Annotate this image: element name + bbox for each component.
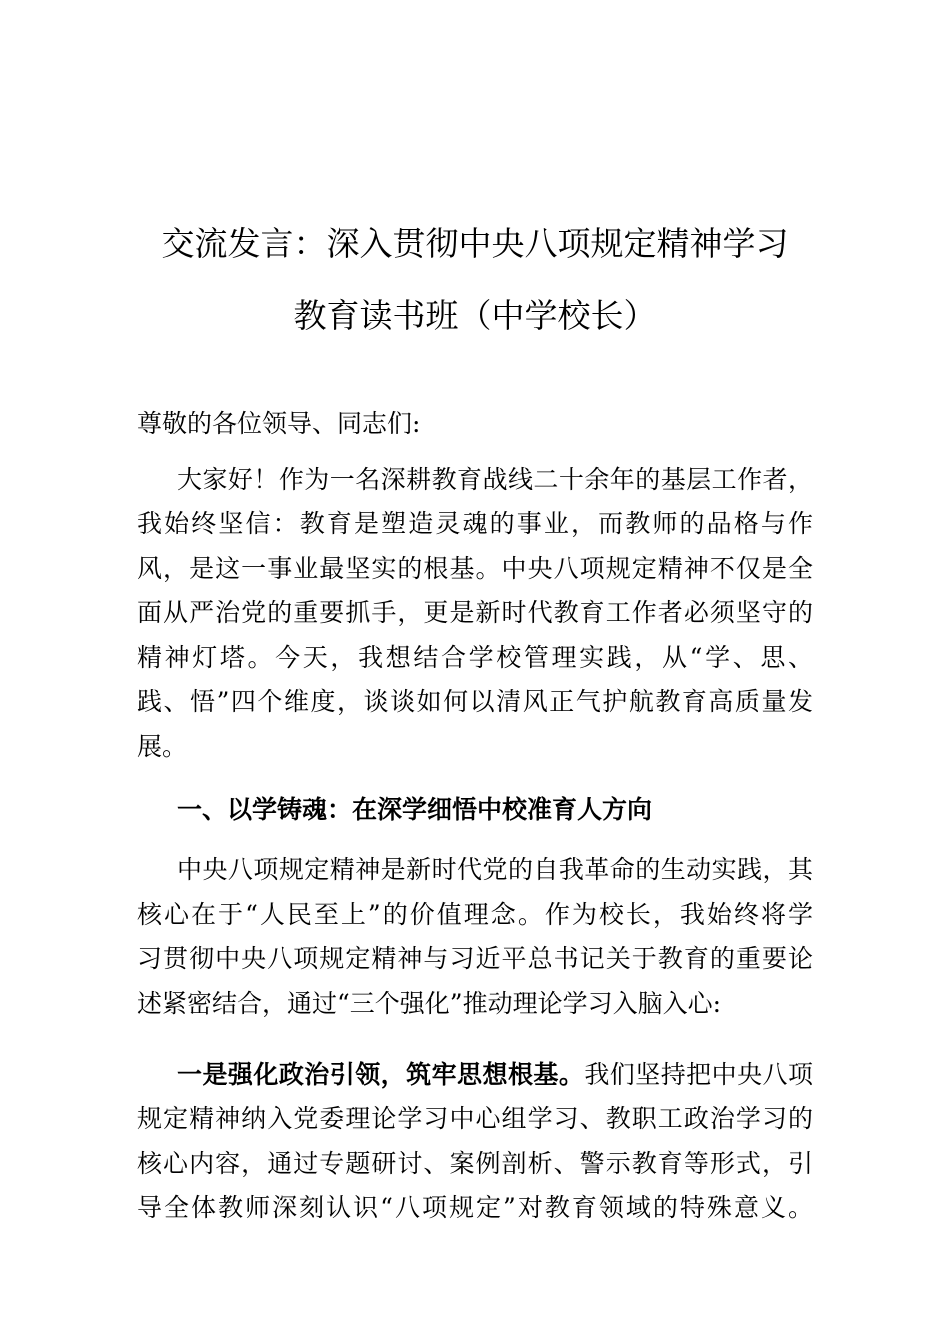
text-line: 面从严治党的重要抓手，更是新时代教育工作者必须坚守的	[137, 598, 813, 627]
text-line: 导全体教师深刻认识“八项规定”对教育领域的特殊意义。	[137, 1193, 813, 1222]
text-line: 风，是这一事业最坚实的根基。中央八项规定精神不仅是全	[137, 554, 813, 583]
text-line: 中央八项规定精神是新时代党的自我革命的生动实践，其	[177, 855, 813, 884]
section-heading: 一、以学铸魂：在深学细悟中校准育人方向	[177, 795, 653, 824]
text-line: 大家好！作为一名深耕教育战线二十余年的基层工作者，	[177, 465, 813, 494]
text-line: 精神灯塔。今天，我想结合学校管理实践，从“学、思、	[137, 643, 813, 672]
text-line	[137, 1058, 813, 1092]
text-line: 核心内容，通过专题研讨、案例剖析、警示教育等形式，引	[137, 1149, 813, 1178]
bold-lead: 一是强化政治引领，筑牢思想根基。	[177, 1060, 585, 1089]
greeting: 尊敬的各位领导、同志们:	[137, 409, 421, 438]
text-line: 规定精神纳入党委理论学习中心组学习、教职工政治学习的	[137, 1104, 813, 1133]
text-line: 展。	[137, 732, 188, 761]
text-line: 习贯彻中央八项规定精神与习近平总书记关于教育的重要论	[137, 944, 813, 973]
title-line-2: 教育读书班（中学校长）	[293, 296, 657, 335]
text-line: 述紧密结合，通过“三个强化”推动理论学习入脑入心:	[137, 989, 721, 1018]
title-line-1: 交流发言：深入贯彻中央八项规定精神学习	[161, 224, 789, 263]
text-line: 核心在于“人民至上”的价值理念。作为校长，我始终将学	[137, 900, 813, 929]
text-line: 践、悟”四个维度，谈谈如何以清风正气护航教育高质量发	[137, 687, 813, 716]
text-rest: 我们坚持把中央八项	[584, 1060, 813, 1089]
text-line: 我始终坚信：教育是塑造灵魂的事业，而教师的品格与作	[137, 509, 813, 538]
